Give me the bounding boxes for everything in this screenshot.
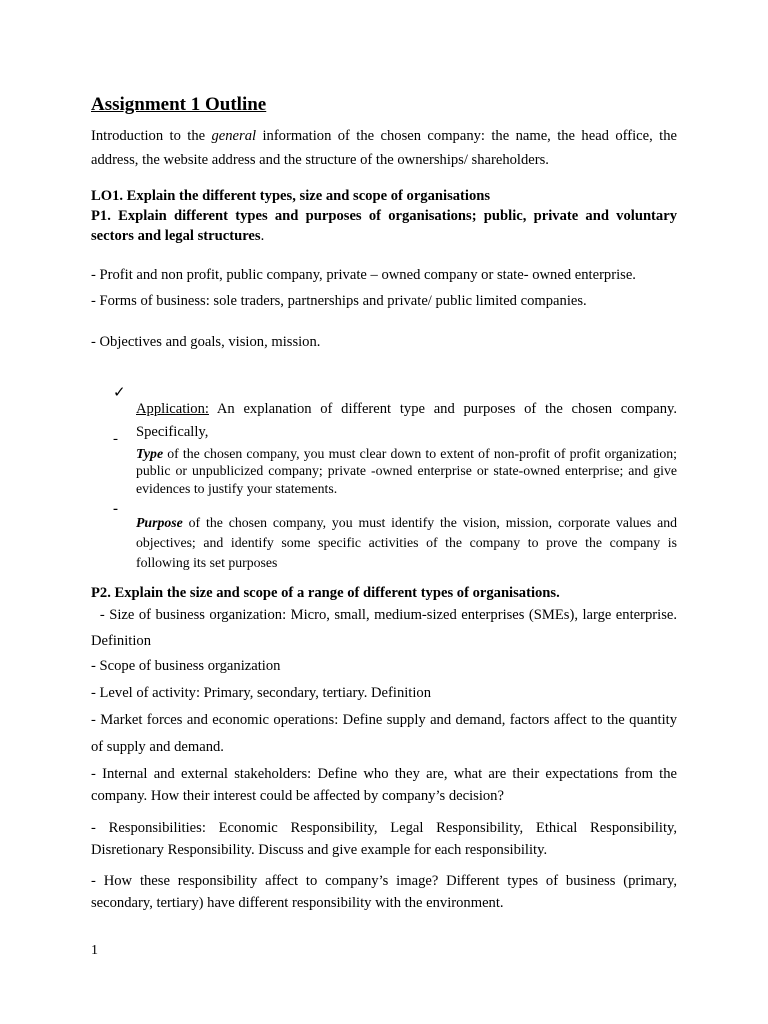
type-label: Type [136,445,164,461]
p1-point-forms: - Forms of business: sole traders, partnerships and private/ public limited companies. [91,293,587,309]
application-body: An explanation of different type and purposes of the chosen company. Specifically, [136,400,677,440]
intro-text-start: Introduction to the [91,128,212,144]
purpose-body: of the chosen company, you must identify the vision, mission, corporate values and objectives; and identify some specific activities of the company to prove the company is following its set purposes [136,514,677,570]
type-body: of the chosen company, you must clear down to extent of non-profit of profit organization; public or unpublicized company; private -owned enterprise or state-owned enterprise; and give evidences to justify your statements. [136,445,677,496]
purpose-label: Purpose [136,514,183,530]
purpose-bullet-dash: - [113,501,118,517]
p1-point-objectives: - Objectives and goals, vision, mission. [91,334,321,350]
p2-heading: P2. Explain the size and scope of a range of different types of organisations. [91,585,560,601]
p2-point-responsibilities: - Responsibilities: Economic Responsibility, Legal Responsibility, Ethical Responsibility, Disretionary Responsibility. Discuss and give example for each responsibility. [91,820,677,858]
type-text [136,445,677,498]
p2-point-scope: - Scope of business organization [91,658,281,674]
p1-point-profit: - Profit and non profit, public company, private – owned company or state- owned enterprise. [91,267,636,283]
type-bullet-dash: - [113,431,118,447]
p2-point-size: - Size of business organization: Micro, small, medium-sized enterprises (SMEs), large enterprise. Definition [91,607,677,649]
p2-point-market: - Market forces and economic operations: Define supply and demand, factors affect to the quantity of supply and demand. [91,712,677,755]
intro-paragraph [91,124,677,172]
p1-heading: P1. Explain different types and purposes of organisations; public, private and voluntary sectors and legal structures [91,208,677,244]
intro-text-end: information of the chosen company: the name, the head office, the address, the website address and the structure of the ownerships/ shareholders. [91,128,677,168]
p2-point-image: - How these responsibility affect to company’s image? Different types of business (primary, secondary, tertiary) have different responsibility with the environment. [91,873,677,911]
lo1-heading: LO1. Explain the different types, size and scope of organisations [91,188,491,204]
p2-point-level: - Level of activity: Primary, secondary, tertiary. Definition [91,685,431,701]
p1-heading-paragraph [91,206,677,246]
page-number: 1 [91,943,98,958]
p1-heading-period: . [260,228,265,244]
application-label: Application: [136,400,209,417]
intro-emphasis: general [211,128,257,144]
checkmark-icon: ✓ [113,385,126,401]
purpose-text [136,513,677,573]
document-title: Assignment 1 Outline [91,94,267,115]
application-text [136,398,677,444]
p2-point-stakeholders: - Internal and external stakeholders: Define who they are, what are their expectations from the company. How their interest could be affected by company’s decision? [91,766,677,804]
